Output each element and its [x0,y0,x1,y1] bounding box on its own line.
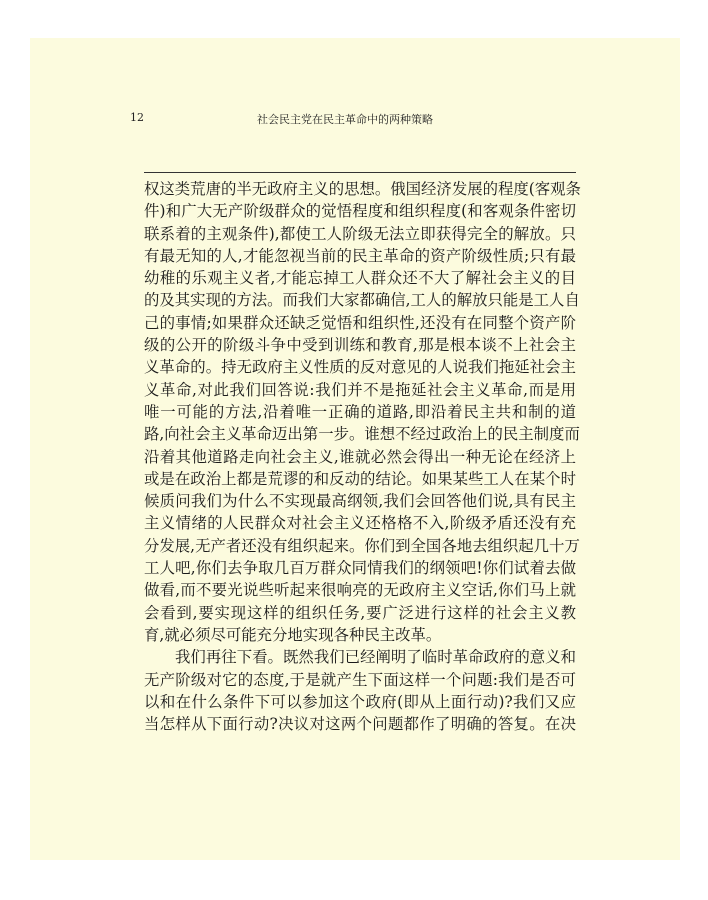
text-line: 件)和广大无产阶级群众的觉悟程度和组织程度(和客观条件密切 [144,202,576,221]
text-line: 义革命的。持无政府主义性质的反对意见的人说我们拖延社会主 [144,358,576,377]
text-line: 主义情绪的人民群众对社会主义还格格不入,阶级矛盾还没有充 [144,514,576,533]
text-line: 己的事情;如果群众还缺乏觉悟和组织性,还没有在同整个资产阶 [144,313,576,332]
text-line: 的及其实现的方法。而我们大家都确信,工人的解放只能是工人自 [144,291,580,310]
text-line: 无产阶级对它的态度,于是就产生下面这样一个问题:我们是否可 [144,670,576,689]
text-line: 候质问我们为什么不实现最高纲领,我们会回答他们说,具有民主 [144,492,576,511]
text-line: 育,就必须尽可能充分地实现各种民主改革。 [144,625,442,644]
text-line: 我们再往下看。既然我们已经阐明了临时革命政府的意义和 [175,648,576,667]
text-line: 会看到,要实现这样的组织任务,要广泛进行这样的社会主义教 [144,603,576,622]
running-title: 社会民主党在民主革命中的两种策略 [257,113,433,126]
text-line: 做看,而不要光说些听起来很响亮的无政府主义空话,你们马上就 [144,581,576,600]
text-line: 义革命,对此我们回答说:我们并不是拖延社会主义革命,而是用 [144,380,576,399]
page-header [114,111,576,131]
text-line: 级的公开的阶级斗争中受到训练和教育,那是根本谈不上社会主 [144,336,576,355]
text-line: 沿着其他道路走向社会主义,谁就必然会得出一种无论在经济上 [144,447,576,466]
text-line: 路,向社会主义革命迈出第一步。谁想不经过政治上的民主制度而 [144,425,580,444]
text-line: 或是在政治上都是荒谬的和反动的结论。如果某些工人在某个时 [144,469,576,488]
text-line: 分发展,无产者还没有组织起来。你们到全国各地去组织起几十万 [144,536,580,555]
header-rule [144,172,576,173]
body-text [144,178,581,735]
text-line: 唯一可能的方法,沿着唯一正确的道路,即沿着民主共和制的道 [144,402,576,421]
text-line: 幼稚的乐观主义者,才能忘掉工人群众还不大了解社会主义的目 [144,269,576,288]
text-line: 以和在什么条件下可以参加这个政府(即从上面行动)?我们又应 [144,692,576,711]
text-line: 有最无知的人,才能忽视当前的民主革命的资产阶级性质;只有最 [144,246,576,265]
text-line: 联系着的主观条件),都使工人阶级无法立即获得完全的解放。只 [144,224,576,243]
text-line: 工人吧,你们去争取几百万群众同情我们的纲领吧!你们试着去做 [144,559,576,578]
text-line: 当怎样从下面行动?决议对这两个问题都作了明确的答复。在决 [144,715,576,734]
text-line: 权这类荒唐的半无政府主义的思想。俄国经济发展的程度(客观条 [144,180,581,198]
page-number: 12 [130,111,144,124]
